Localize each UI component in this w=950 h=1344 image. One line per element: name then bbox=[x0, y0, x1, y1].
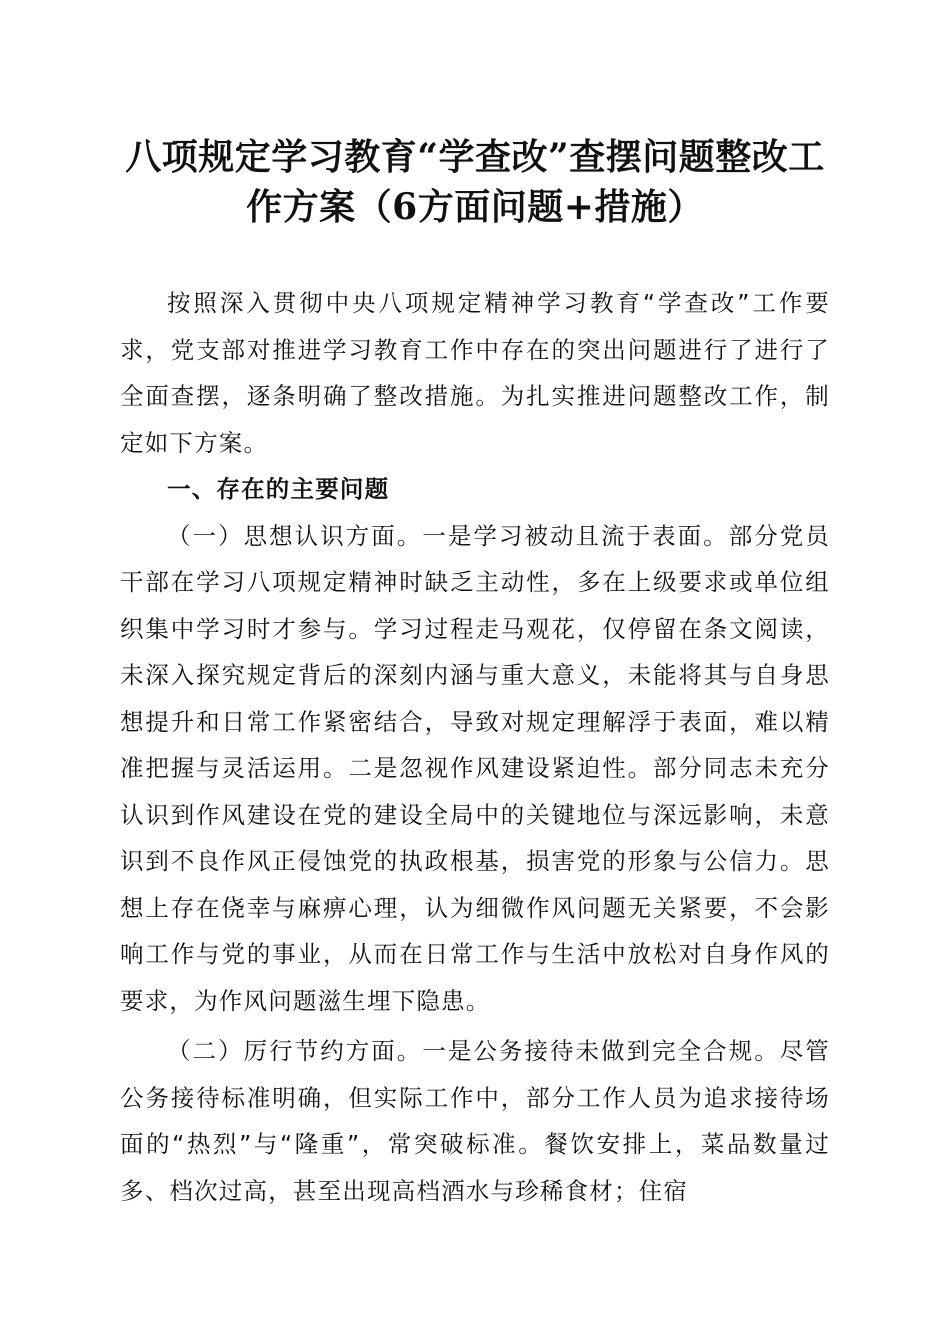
title-line-1: 八项规定学习教育“学查改”查摆问题整改工 bbox=[125, 136, 825, 178]
intro-paragraph: 按照深入贯彻中央八项规定精神学习教育“学查改”工作要求，党支部对推进学习教育工作中存在的突出问题进行了进行了全面查摆，逐条明确了整改措施。为扎实推进问题整改工作，制定如下方案。 bbox=[120, 289, 830, 457]
document-body bbox=[120, 280, 830, 1214]
paragraph-frugality: （二）厉行节约方面。一是公务接待未做到完全合规。尽管公务接待标准明确，但实际工作中，部分工作人员为追求接待场面的“热烈”与“隆重”，常突破标准。餐饮安排上，菜品数量过多、档次过高，甚至出现高档酒水与珍稀食材；住宿 bbox=[120, 1037, 830, 1205]
title-line-2: 作方案（6方面问题+措施） bbox=[246, 186, 704, 228]
document-title bbox=[100, 132, 850, 232]
section-heading: 一、存在的主要问题 bbox=[167, 475, 390, 503]
paragraph-ideology: （一）思想认识方面。一是学习被动且流于表面。部分党员干部在学习八项规定精神时缺乏主动性，多在上级要求或单位组织集中学习时才参与。学习过程走马观花，仅停留在条文阅读，未深入探究规定背后的深刻内涵与重大意义，未能将其与自身思想提升和日常工作紧密结合，导致对规定理解浮于表面，难以精准把握与灵活运用。二是忽视作风建设紧迫性。部分同志未充分认识到作风建设在党的建设全局中的关键地位与深远影响，未意识到不良作风正侵蚀党的执政根基，损害党的形象与公信力。思想上存在侥幸与麻痹心理，认为细微作风问题无关紧要，不会影响工作与党的事业，从而在日常工作与生活中放松对自身作风的要求，为作风问题滋生埋下隐患。 bbox=[120, 521, 830, 1015]
